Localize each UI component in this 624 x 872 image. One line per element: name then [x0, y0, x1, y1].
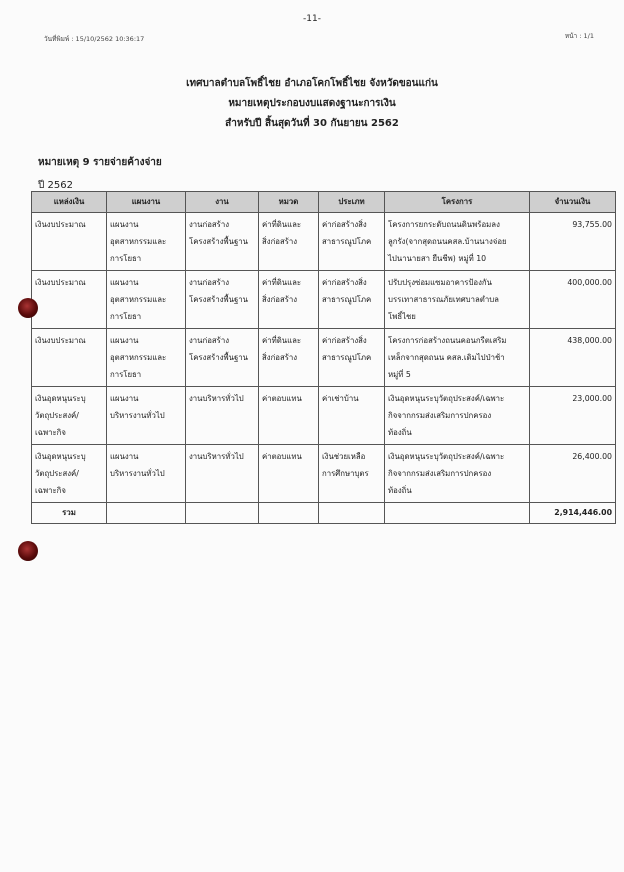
- accrued-expenses-table: [31, 191, 616, 524]
- cell-project: ปรับปรุงซ่อมแซมอาคารป้องกัน บรรเทาสาธารณภัยเทศบาลตำบล โพธิ์ไชย: [385, 271, 530, 329]
- total-label: รวม: [32, 503, 107, 524]
- printed-date: วันที่พิมพ์ : 15/10/2562 10:36:17: [44, 35, 145, 43]
- cell-plan: แผนงาน อุตสาหกรรมและ การโยธา: [107, 329, 186, 387]
- page-label: หน้า : 1/1: [564, 32, 594, 40]
- title-org: เทศบาลตำบลโพธิ์ไชย อำเภอโคกโพธิ์ไชย จังหวัดขอนแก่น: [186, 78, 438, 89]
- table-row: [32, 213, 616, 271]
- cell-category: ค่าที่ดินและ สิ่งก่อสร้าง: [259, 271, 319, 329]
- title-statement: หมายเหตุประกอบงบแสดงฐานะการเงิน: [228, 98, 396, 109]
- cell-source: เงินอุดหนุนระบุ วัตถุประสงค์/ เฉพาะกิจ: [32, 445, 107, 503]
- cell-amount: 26,400.00: [530, 445, 616, 503]
- table-row: [32, 271, 616, 329]
- cell-source: เงินงบประมาณ: [32, 271, 107, 329]
- cell-source: เงินงบประมาณ: [32, 329, 107, 387]
- col-header-project: โครงการ: [385, 192, 530, 213]
- cell-type: ค่าก่อสร้างสิ่ง สาธารณูปโภค: [319, 329, 385, 387]
- year-label: ปี 2562: [38, 180, 73, 191]
- cell-project: เงินอุดหนุนระบุวัตถุประสงค์/เฉพาะ กิจจากกรมส่งเสริมการปกครอง ท้องถิ่น: [385, 445, 530, 503]
- cell-project: โครงการก่อสร้างถนนคอนกรีตเสริม เหล็กจากสุดถนน คสล.เดิมไปป่าช้า หมู่ที่ 5: [385, 329, 530, 387]
- cell-source: เงินอุดหนุนระบุ วัตถุประสงค์/ เฉพาะกิจ: [32, 387, 107, 445]
- cell-task: งานก่อสร้าง โครงสร้างพื้นฐาน: [186, 329, 259, 387]
- cell-plan: แผนงาน อุตสาหกรรมและ การโยธา: [107, 271, 186, 329]
- col-header-category: หมวด: [259, 192, 319, 213]
- cell-type: เงินช่วยเหลือ การศึกษาบุตร: [319, 445, 385, 503]
- col-header-plan: แผนงาน: [107, 192, 186, 213]
- punch-hole-mark: [18, 298, 38, 318]
- cell-amount: 400,000.00: [530, 271, 616, 329]
- title-period: สำหรับปี สิ้นสุดวันที่ 30 กันยายน 2562: [225, 118, 399, 129]
- col-header-amount: จำนวนเงิน: [530, 192, 616, 213]
- cell-amount: 93,755.00: [530, 213, 616, 271]
- cell-amount: 23,000.00: [530, 387, 616, 445]
- document-title-block: [0, 74, 624, 134]
- col-header-source: แหล่งเงิน: [32, 192, 107, 213]
- cell-task: งานก่อสร้าง โครงสร้างพื้นฐาน: [186, 271, 259, 329]
- note-title: หมายเหตุ 9 รายจ่ายค้างจ่าย: [38, 157, 162, 168]
- col-header-task: งาน: [186, 192, 259, 213]
- cell-project: เงินอุดหนุนระบุวัตถุประสงค์/เฉพาะ กิจจากกรมส่งเสริมการปกครอง ท้องถิ่น: [385, 387, 530, 445]
- cell-plan: แผนงาน บริหารงานทั่วไป: [107, 445, 186, 503]
- total-value: 2,914,446.00: [530, 503, 616, 524]
- cell-task: งานบริหารทั่วไป: [186, 387, 259, 445]
- cell-category: ค่าที่ดินและ สิ่งก่อสร้าง: [259, 213, 319, 271]
- cell-plan: แผนงาน บริหารงานทั่วไป: [107, 387, 186, 445]
- cell-type: ค่าก่อสร้างสิ่ง สาธารณูปโภค: [319, 213, 385, 271]
- table-row: [32, 329, 616, 387]
- punch-hole-mark: [18, 541, 38, 561]
- cell-task: งานก่อสร้าง โครงสร้างพื้นฐาน: [186, 213, 259, 271]
- page-number: -11-: [303, 14, 321, 24]
- col-header-type: ประเภท: [319, 192, 385, 213]
- cell-source: เงินงบประมาณ: [32, 213, 107, 271]
- cell-type: ค่าก่อสร้างสิ่ง สาธารณูปโภค: [319, 271, 385, 329]
- cell-category: ค่าตอบแทน: [259, 445, 319, 503]
- cell-project: โครงการยกระดับถนนดินพร้อมลง ลูกรัง(จากสุดถนนคสล.บ้านนางจ่อย ไปนานายสา ยืนชีพ) หมู่ที่ 10: [385, 213, 530, 271]
- total-row: [32, 503, 616, 524]
- cell-amount: 438,000.00: [530, 329, 616, 387]
- cell-type: ค่าเช่าบ้าน: [319, 387, 385, 445]
- cell-category: ค่าตอบแทน: [259, 387, 319, 445]
- cell-task: งานบริหารทั่วไป: [186, 445, 259, 503]
- table-row: [32, 445, 616, 503]
- cell-plan: แผนงาน อุตสาหกรรมและ การโยธา: [107, 213, 186, 271]
- cell-category: ค่าที่ดินและ สิ่งก่อสร้าง: [259, 329, 319, 387]
- table-row: [32, 387, 616, 445]
- table-header-row: [32, 192, 616, 213]
